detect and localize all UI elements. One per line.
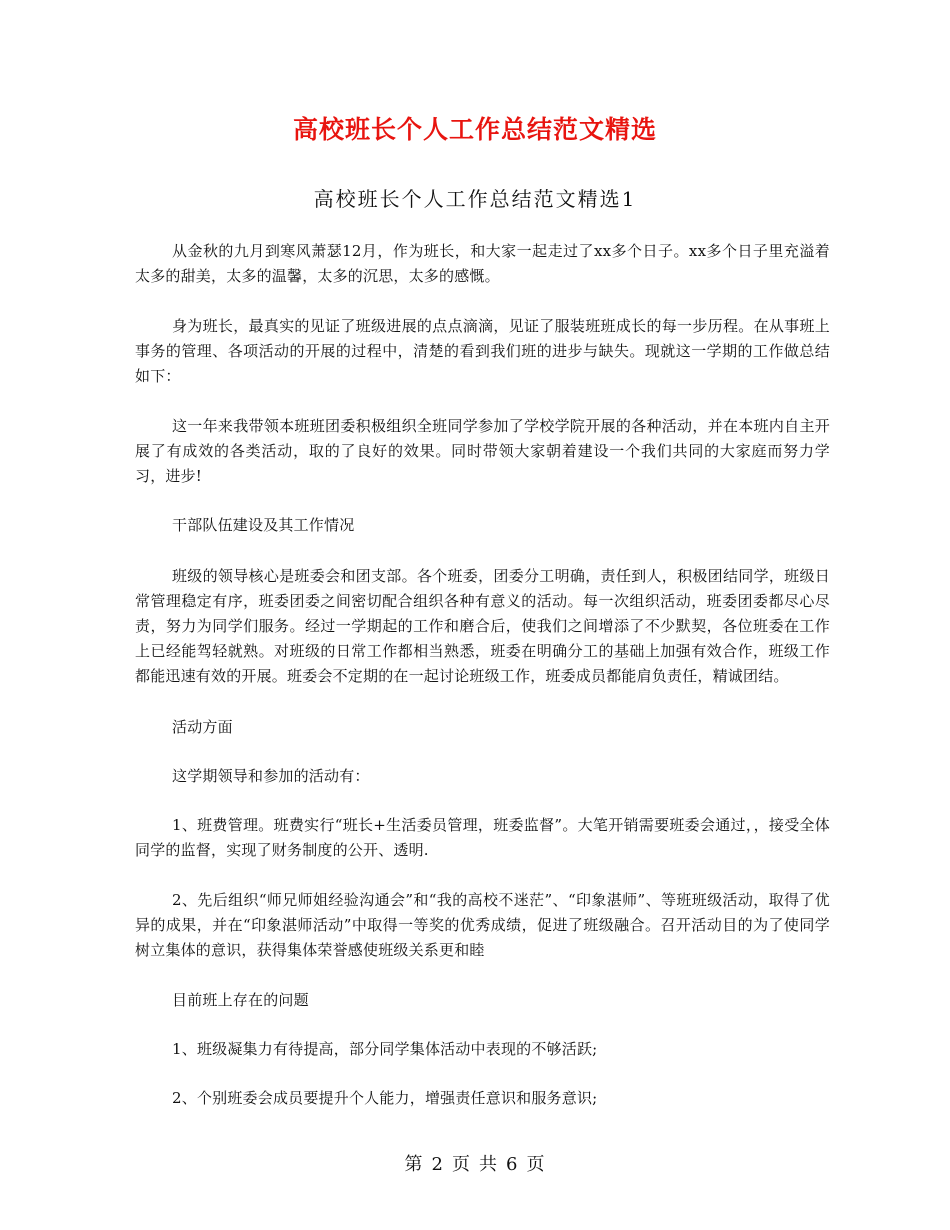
paragraph-cadre-work: 班级的领导核心是班委会和团支部。各个班委，团委分工明确，责任到人，积极团结同学，班级日常管理稳定有序，班委团委之间密切配合组织各种有意义的活动。每一次组织活动，班委团委都尽心尽责，努力为同学们服务。经过一学期起的工作和磨合后，使我们之间增添了不少默契，各位班委在工作上已经能驾轻就熟。对班级的日常工作都相当熟悉，班委在明确分工的基础上加强有效合作，班级工作都能迅速有效的开展。班委会不定期的在一起讨论班级工作，班委成员都能肩负责任，精诚团结。	[135, 567, 830, 685]
paragraph-witness: 身为班长，最真实的见证了班级进展的点点滴滴，见证了服装班班成长的每一步历程。在从事班上事务的管理、各项活动的开展的过程中，清楚的看到我们班的进步与缺失。现就这一学期的工作做总结如下：	[135, 317, 830, 385]
heading-cadre-team: 干部队伍建设及其工作情况	[172, 516, 355, 534]
document-body	[135, 239, 830, 1111]
heading-current-problems: 目前班上存在的问题	[172, 991, 309, 1009]
list-item-class-fee: 1、班费管理。班费实行“班长+生活委员管理，班委监督”。大笔开销需要班委会通过，，接受全体同学的监督，实现了财务制度的公开、透明.	[135, 816, 830, 859]
list-item-committee-ability: 2、个别班委会成员要提升个人能力，增强责任意识和服务意识;	[172, 1089, 598, 1107]
page-footer	[0, 1150, 950, 1176]
footer-label-total-unit: 页	[526, 1154, 546, 1175]
footer-label-total: 共	[479, 1154, 498, 1175]
paragraph-activities-overview: 这一年来我带领本班班团委积极组织全班同学参加了学校学院开展的各种活动，并在本班内自主开展了有成效的各类活动，取的了良好的效果。同时带领大家朝着建设一个我们共同的大家庭而努力学习，进步!	[135, 417, 830, 485]
paragraph-intro: 从金秋的九月到寒风萧瑟12月，作为班长，和大家一起走过了xx多个日子。xx多个日子里充溢着太多的甜美，太多的温馨，太多的沉思，太多的感慨。	[135, 242, 830, 285]
heading-activities: 活动方面	[172, 718, 233, 736]
paragraph-activities-list-intro: 这学期领导和参加的活动有：	[172, 767, 370, 785]
footer-label-page: 第	[404, 1154, 424, 1175]
list-item-events: 2、先后组织“师兄师姐经验沟通会”和“我的高校不迷茫”、“印象湛师”、等班班级活动，取得了优异的成果，并在“印象湛师活动”中取得一等奖的优秀成绩，促进了班级融合。召开活动目的为了使同学树立集体的意识，获得集体荣誉感使班级关系更和睦	[135, 891, 830, 959]
document-title: 高校班长个人工作总结范文精选	[292, 115, 657, 144]
section-title: 高校班长个人工作总结范文精选1	[313, 187, 637, 211]
total-pages-number: 6	[506, 1154, 519, 1175]
current-page-number: 2	[431, 1154, 444, 1175]
footer-label-page-unit: 页	[452, 1154, 471, 1175]
list-item-cohesion: 1、班级凝集力有待提高，部分同学集体活动中表现的不够活跃;	[172, 1040, 598, 1058]
